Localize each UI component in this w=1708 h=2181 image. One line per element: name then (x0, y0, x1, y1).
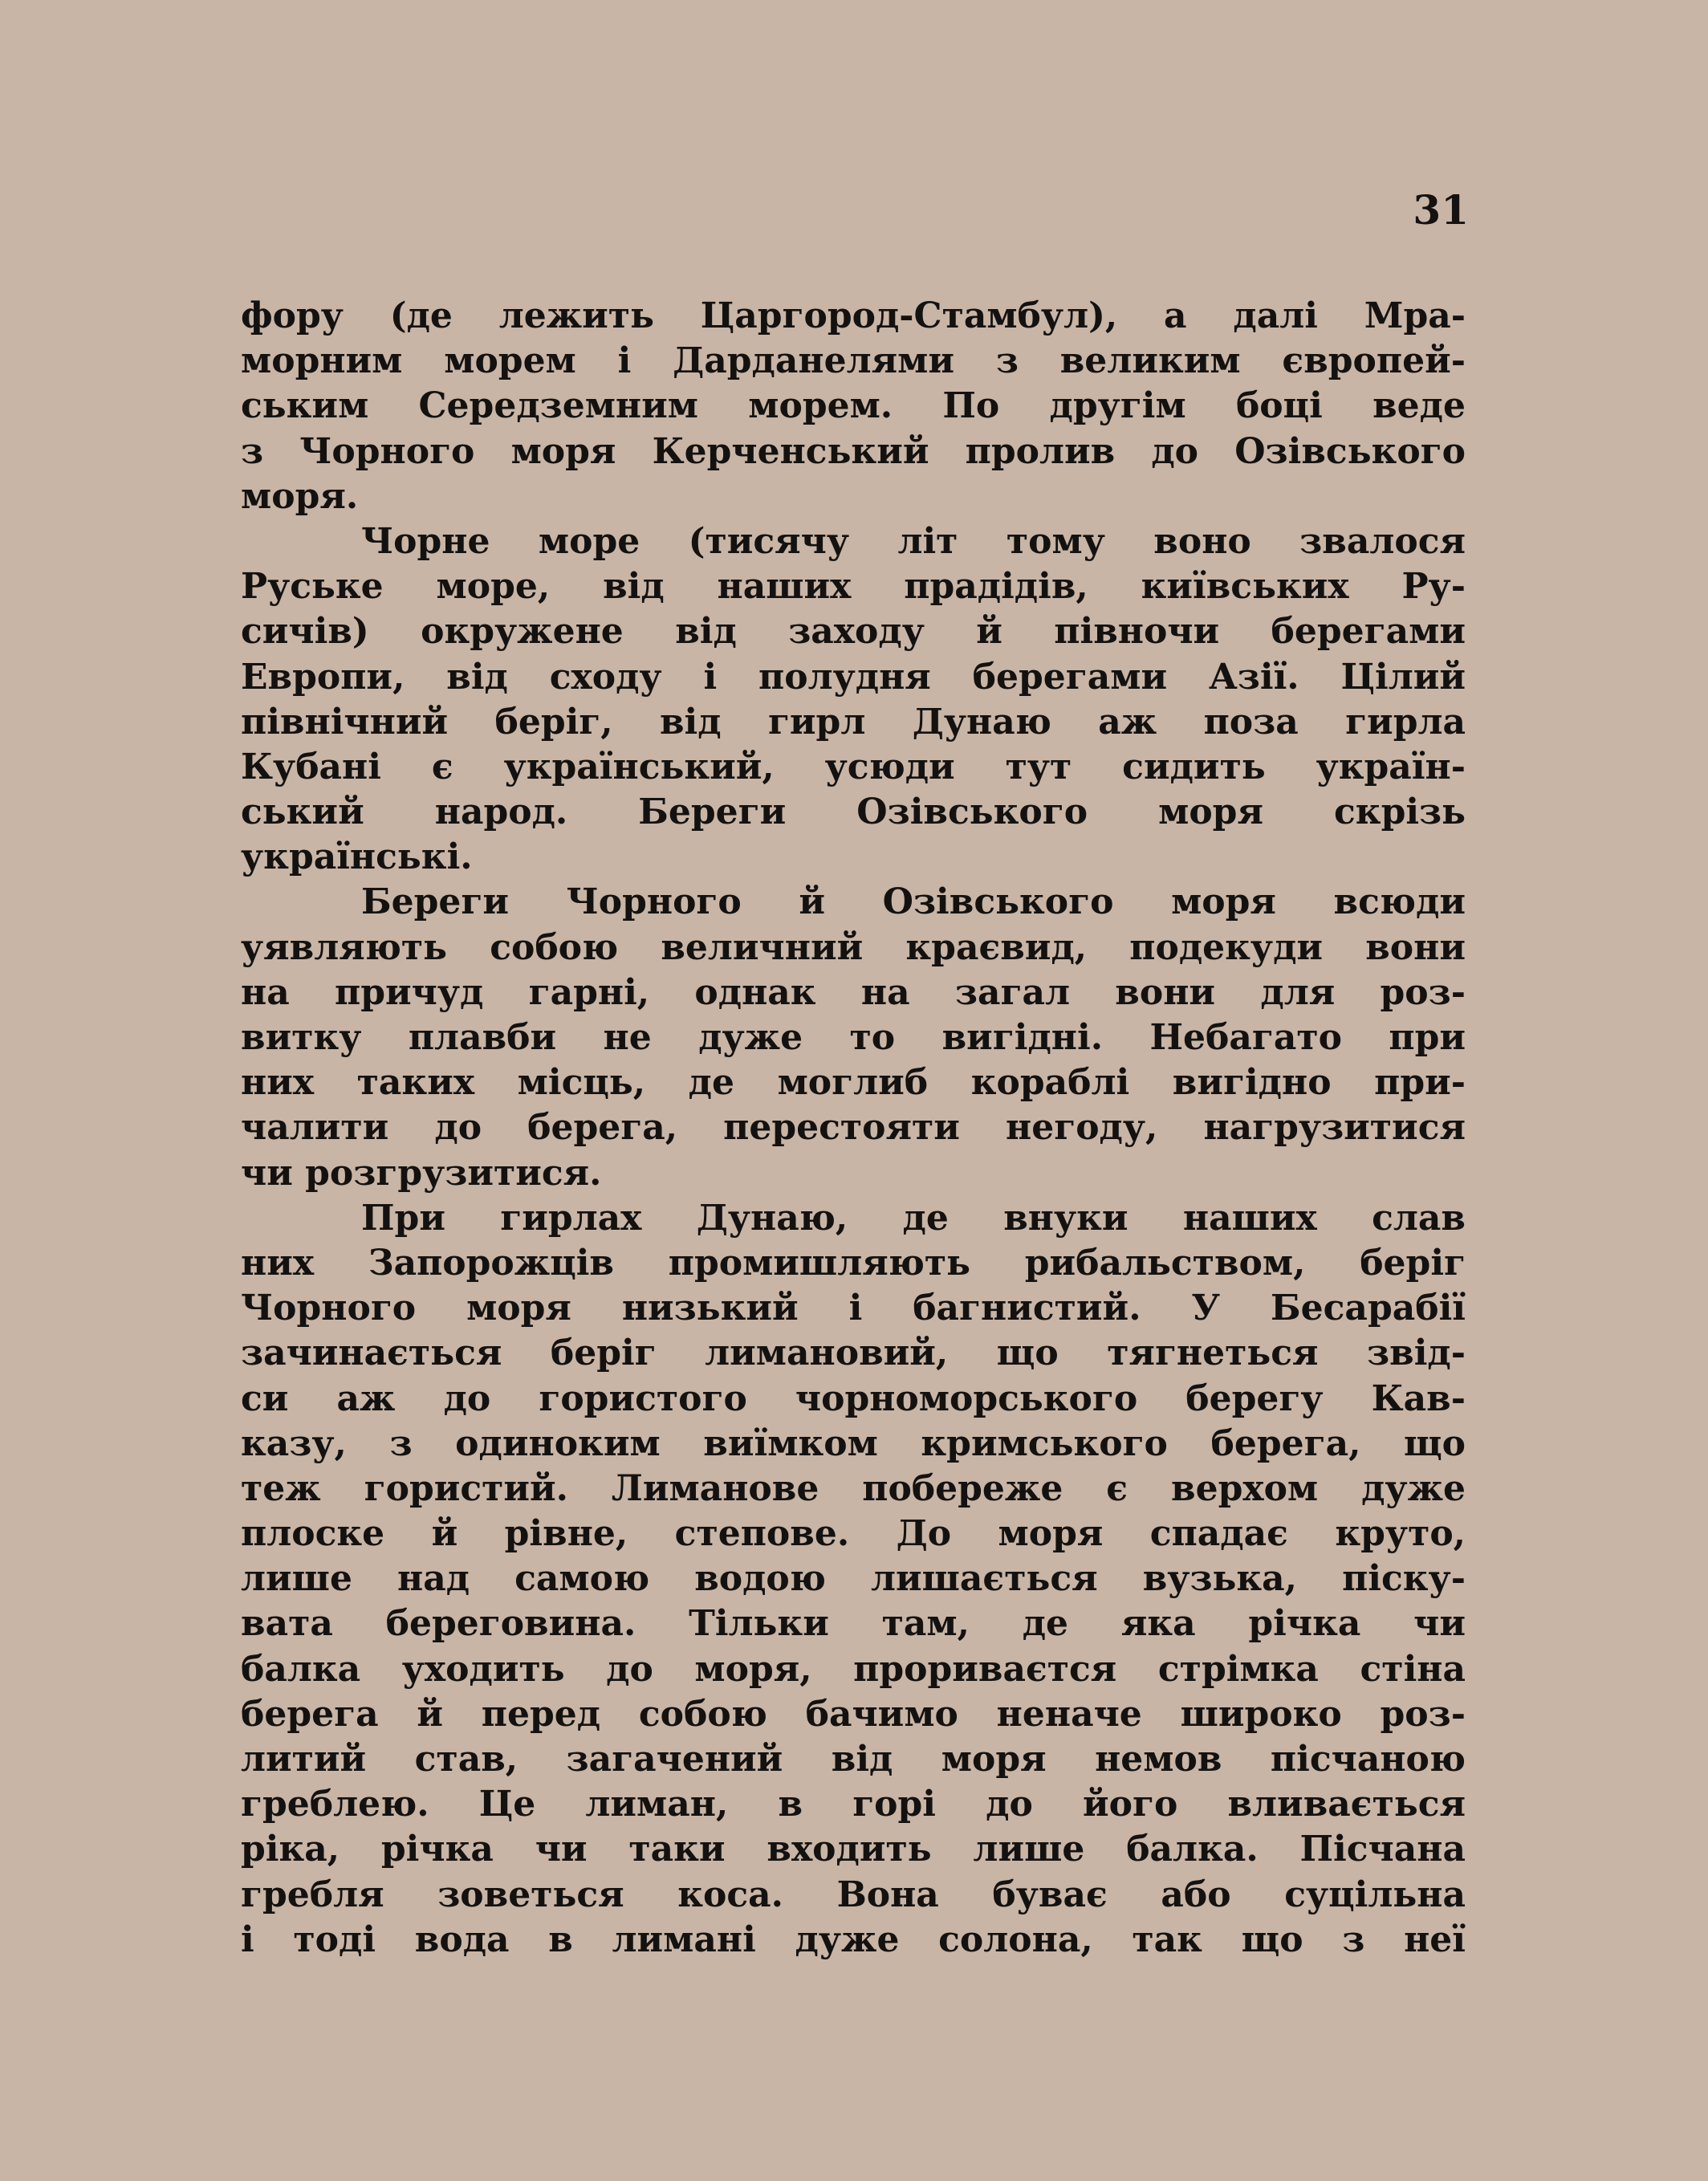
text-line: си аж до гористого чорноморського берегу Кав- (241, 1377, 1466, 1419)
text-line: українські. (241, 836, 473, 878)
text-line: балка уходить до моря, прориваєтся стрімка стіна (241, 1648, 1466, 1690)
text-line: чи розгрузитися. (241, 1152, 602, 1194)
text-line: казу, з одиноким виїмком кримського берега, що (241, 1422, 1466, 1464)
text-line: теж гористий. Лиманове побереже є верхом дуже (241, 1467, 1466, 1509)
text-line: витку плавби не дуже то вигідні. Небагато при (241, 1017, 1466, 1058)
text-line: ріка, річка чи таки входить лише балка. Пісчана (241, 1829, 1466, 1870)
text-line: Чорного моря низький і багнистий. У Бесарабії (241, 1288, 1466, 1329)
text-line: берега й перед собою бачимо неначе широко роз- (241, 1693, 1466, 1735)
text-line: При гирлах Дунаю, де внуки наших слав (361, 1197, 1466, 1239)
paragraph (241, 1196, 1466, 1963)
text-line: гребля зоветься коса. Вона буває або суцільна (241, 1874, 1466, 1915)
text-line: плоске й рівне, степове. До моря спадає круто, (241, 1513, 1466, 1555)
text-line: Береги Чорного й Озівського моря всюди (361, 881, 1466, 923)
text-line: Чорне море (тисячу літ тому воно звалося (361, 520, 1466, 562)
text-line: Руське море, від наших прадідів, київських Ру- (241, 566, 1466, 608)
text-line: і тоді вода в лимані дуже солона, так що з неї (241, 1919, 1466, 1960)
text-line: зачинається беріг лимановий, що тягнеться звід- (241, 1333, 1466, 1374)
text-line: них Запорожців промишляють рибальством, беріг (241, 1242, 1466, 1284)
text-line: литий став, загачений від моря немов пісчаною (241, 1739, 1466, 1780)
text-line: ський народ. Береги Озівського моря скрізь (241, 791, 1466, 833)
text-line: Европи, від сходу і полудня берегами Азії. Цілий (241, 656, 1466, 698)
text-line: північний беріг, від гирл Дунаю аж поза гирла (241, 701, 1466, 743)
text-line: чалити до берега, перестояти негоду, нагрузитися (241, 1107, 1466, 1149)
text-line: вата береговина. Тільки там, де яка річка чи (241, 1603, 1466, 1645)
text-line: з Чорного моря Керченський пролив до Озівського (241, 430, 1466, 472)
paragraph (241, 294, 1466, 519)
page-number: 31 (1413, 186, 1469, 234)
body-text (241, 294, 1466, 1963)
text-line: греблею. Це лиман, в горі до його вливається (241, 1784, 1466, 1825)
text-line: на причуд гарні, однак на загал вони для роз- (241, 971, 1466, 1013)
text-line: уявляють собою величний краєвид, подекуди вони (241, 926, 1466, 968)
text-line: ським Середземним морем. По другім боці веде (241, 385, 1466, 427)
text-line: них таких місць, де моглиб кораблі вигідно при- (241, 1062, 1466, 1104)
text-line: морним морем і Дарданелями з великим європей- (241, 340, 1466, 382)
text-line: фору (де лежить Царгород-Стамбул), а далі Мра- (241, 295, 1466, 336)
text-line: сичів) окружене від заходу й півночи берегами (241, 611, 1466, 653)
text-line: моря. (241, 475, 359, 517)
paragraph (241, 519, 1466, 881)
text-line: Кубані є український, усюди тут сидить україн- (241, 746, 1466, 787)
text-line: лише над самою водою лишається вузька, піску- (241, 1558, 1466, 1600)
paragraph (241, 880, 1466, 1195)
